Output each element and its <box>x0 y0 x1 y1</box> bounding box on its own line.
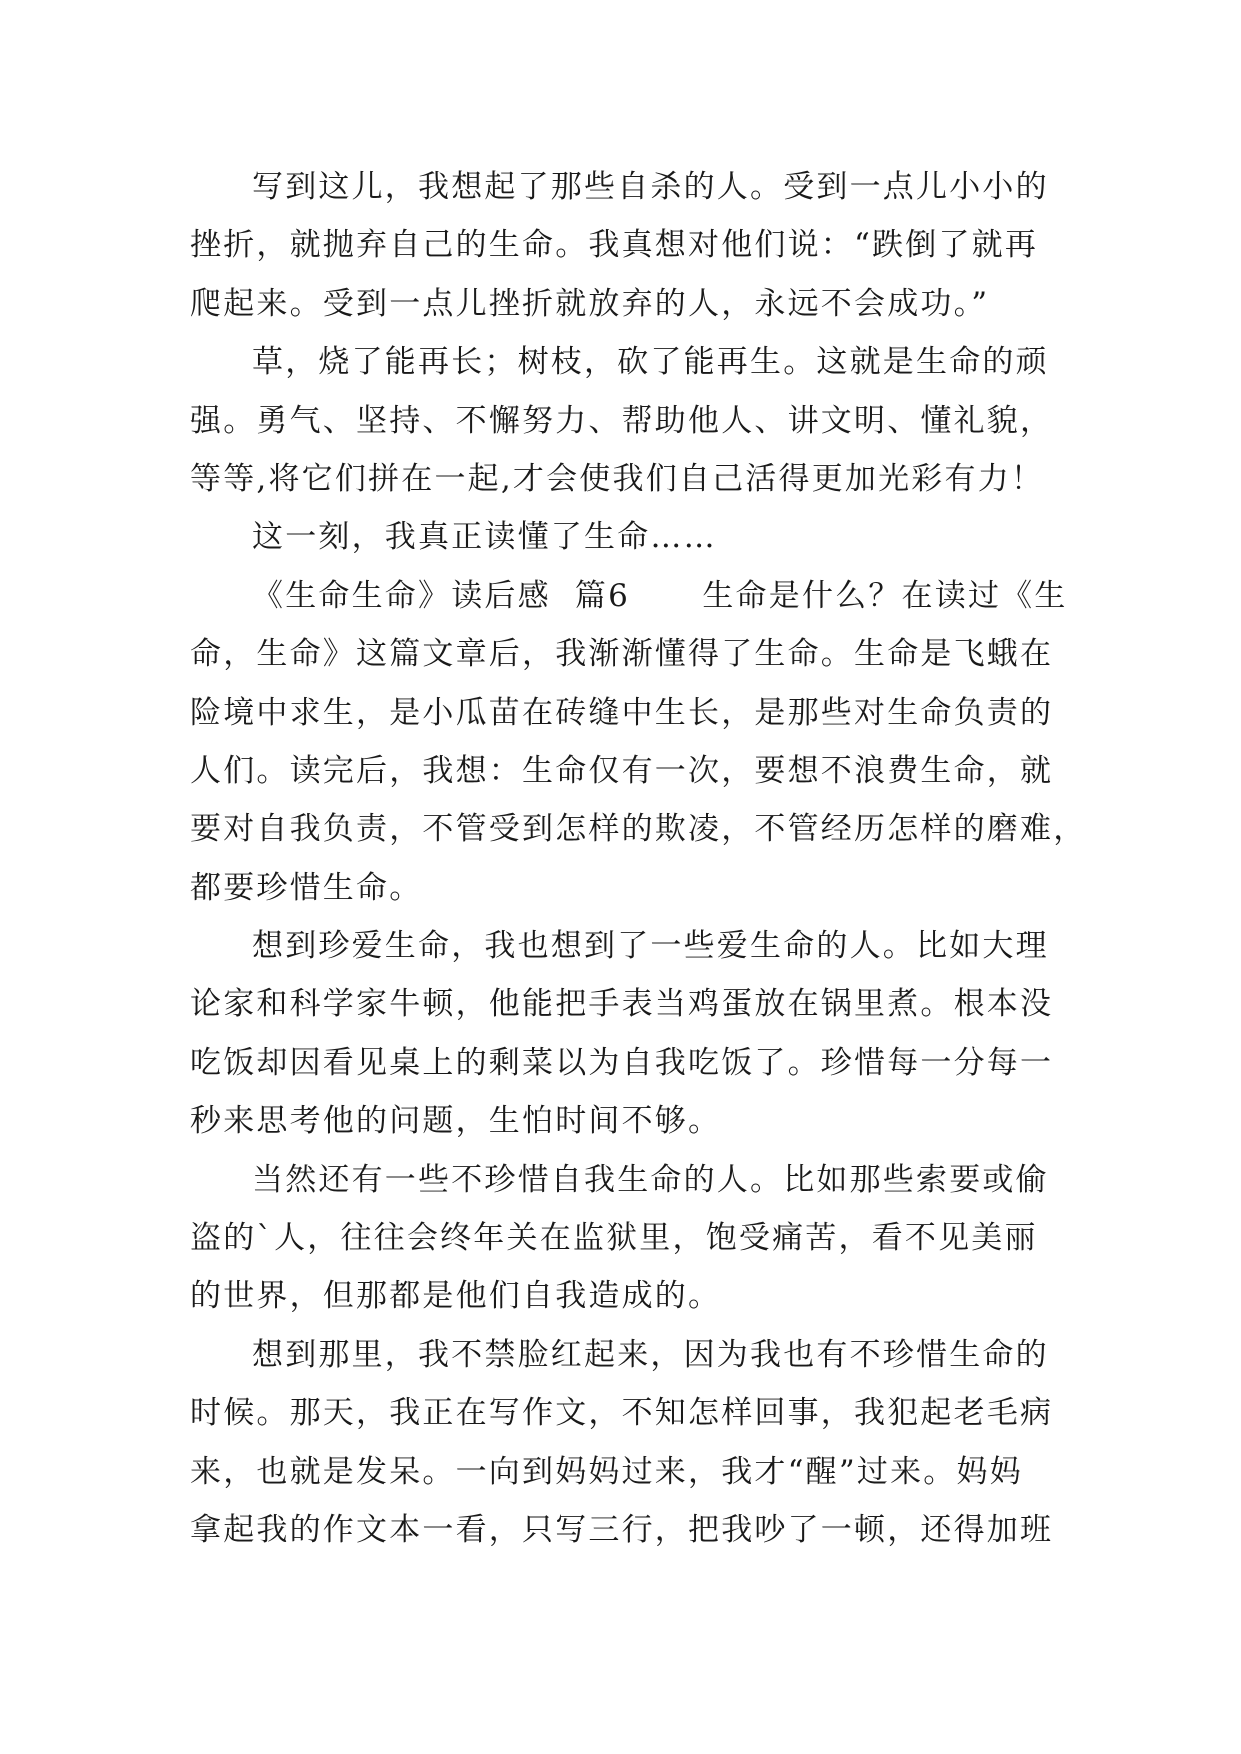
text-line: 要对自我负责，不管受到怎样的欺凌，不管经历怎样的磨难， <box>190 811 1087 848</box>
text-line: 来，也就是发呆。一向到妈妈过来，我才“醒”过来。妈妈 <box>190 1453 1023 1490</box>
text-line: 想到那里，我不禁脸红起来，因为我也有不珍惜生命的 <box>252 1336 1049 1373</box>
text-line: 《生命生命》读后感 篇6 生命是什么？在读过《生 <box>252 577 1068 614</box>
text-line: 盗的`人，往往会终年关在监狱里，饱受痛苦，看不见美丽 <box>190 1220 1038 1257</box>
text-line: 秒来思考他的问题，生怕时间不够。 <box>190 1103 722 1140</box>
document-body <box>190 158 1087 1559</box>
text-line: 当然还有一些不珍惜自我生命的人。比如那些索要或偷 <box>252 1161 1049 1198</box>
text-line: 吃饭却因看见桌上的剩菜以为自我吃饭了。珍惜每一分每一 <box>190 1044 1054 1081</box>
text-line: 挫折，就抛弃自己的生命。我真想对他们说：“跌倒了就再 <box>190 227 1039 264</box>
text-line: 拿起我的作文本一看，只写三行，把我吵了一顿，还得加班 <box>190 1511 1054 1548</box>
text-line: 人们。读完后，我想：生命仅有一次，要想不浪费生命，就 <box>190 752 1054 789</box>
text-line: 想到珍爱生命，我也想到了一些爱生命的人。比如大理 <box>252 928 1049 965</box>
text-line: 爬起来。受到一点儿挫折就放弃的人，永远不会成功。” <box>190 285 990 322</box>
text-line: 的世界，但那都是他们自我造成的。 <box>190 1278 722 1315</box>
text-line: 等等,将它们拼在一起,才会使我们自己活得更加光彩有力！ <box>190 460 1045 497</box>
text-line: 都要珍惜生命。 <box>190 869 423 906</box>
text-line: 强。勇气、坚持、不懈努力、帮助他人、讲文明、懂礼貌， <box>190 402 1054 439</box>
text-line: 险境中求生，是小瓜苗在砖缝中生长，是那些对生命负责的 <box>190 694 1054 731</box>
text-line: 写到这儿，我想起了那些自杀的人。受到一点儿小小的 <box>252 169 1049 205</box>
text-line: 论家和科学家牛顿，他能把手表当鸡蛋放在锅里煮。根本没 <box>190 986 1054 1023</box>
text-line: 命，生命》这篇文章后，我渐渐懂得了生命。生命是飞蛾在 <box>190 636 1054 673</box>
text-line: 时候。那天，我正在写作文，不知怎样回事，我犯起老毛病 <box>190 1395 1054 1432</box>
text-line: 草，烧了能再长；树枝，砍了能再生。这就是生命的顽 <box>252 344 1049 381</box>
text-line: 这一刻，我真正读懂了生命…… <box>252 519 717 556</box>
